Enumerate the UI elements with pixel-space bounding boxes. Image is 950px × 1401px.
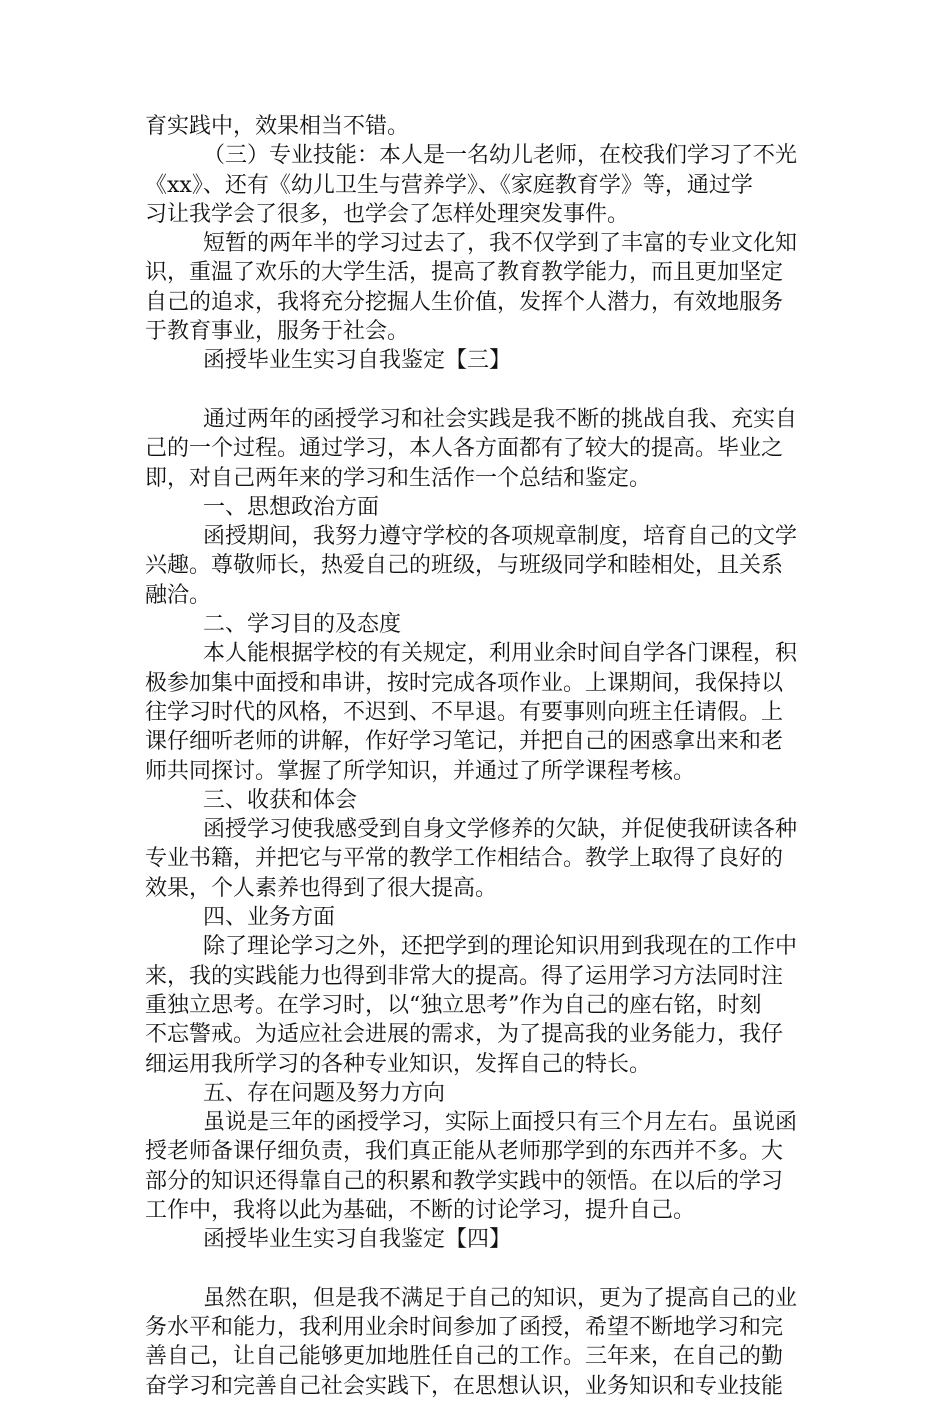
text-line: 部分的知识还得靠自己的积累和教学实践中的领悟。在以后的学习	[145, 1168, 784, 1194]
text-line: 育实践中，效果相当不错。	[145, 114, 410, 139]
text-line: 二、学习目的及态度	[203, 612, 402, 638]
text-line: 师共同探讨。掌握了所学知识，并通过了所学课程考核。	[145, 758, 696, 784]
text-line: 自己的追求，我将充分挖掘人生价值，发挥个人潜力，有效地服务	[145, 289, 784, 315]
text-line: （三）专业技能：本人是一名幼儿老师，在校我们学习了不光	[203, 143, 798, 169]
text-line: 极参加集中面授和串讲，按时完成各项作业。上课期间，我保持以	[145, 670, 784, 696]
text-line: 专业书籍，并把它与平常的教学工作相结合。教学上取得了良好的	[145, 846, 784, 872]
text-line: 三、收获和体会	[203, 787, 358, 813]
text-line: 工作中，我将以此为基础，不断的讨论学习，提升自己。	[145, 1197, 696, 1223]
blank-line	[145, 376, 805, 405]
text-line: 善自己，让自己能够更加地胜任自己的工作。三年来，在自己的勤	[145, 1344, 784, 1370]
text-line: 来，我的实践能力也得到非常大的提高。得了运用学习方法同时注	[145, 963, 784, 989]
text-line: 奋学习和完善自己社会实践下，在思想认识，业务知识和专业技能	[145, 1373, 784, 1399]
text-line: 务水平和能力，我利用业余时间参加了函授，希望不断地学习和完	[145, 1315, 784, 1341]
text-line: 重独立思考。在学习时，以“独立思考”作为自己的座右铭，时刻	[145, 992, 762, 1018]
text-line: 细运用我所学习的各种专业知识，发挥自己的特长。	[145, 1051, 652, 1077]
text-line: 融洽。	[145, 582, 212, 608]
text-line: 不忘警戒。为适应社会进展的需求，为了提高我的业务能力，我仔	[145, 1022, 784, 1048]
text-line: 往学习时代的风格，不迟到、不早退。有要事则向班主任请假。上	[145, 699, 784, 725]
text-line: 一、思想政治方面	[203, 494, 380, 520]
text-line: 《xx》、还有《幼儿卫生与营养学》、《家庭教育学》等，通过学	[145, 172, 753, 198]
text-line: 虽然在职，但是我不满足于自己的知识，更为了提高自己的业	[203, 1285, 798, 1311]
text-line: 识，重温了欢乐的大学生活，提高了教育教学能力，而且更加坚定	[145, 260, 784, 286]
text-line: 函授期间，我努力遵守学校的各项规章制度，培育自己的文学	[203, 524, 798, 550]
text-line: 即，对自己两年来的学习和生活作一个总结和鉴定。	[145, 465, 652, 491]
text-line: 函授学习使我感受到自身文学修养的欠缺，并促使我研读各种	[203, 817, 798, 843]
text-line: 函授毕业生实习自我鉴定【四】	[203, 1227, 512, 1253]
text-line: 授老师备课仔细负责，我们真正能从老师那学到的东西并不多。大	[145, 1139, 784, 1165]
text-line: 兴趣。尊敬师长，热爱自己的班级，与班级同学和睦相处，且关系	[145, 553, 784, 579]
document-body	[145, 112, 805, 1401]
text-line: 课仔细听老师的讲解，作好学习笔记，并把自己的困惑拿出来和老	[145, 729, 784, 755]
text-line: 短暂的两年半的学习过去了，我不仅学到了丰富的专业文化知	[203, 231, 798, 257]
text-line: 函授毕业生实习自我鉴定【三】	[203, 348, 512, 374]
blank-line	[145, 1255, 805, 1284]
text-line: 习让我学会了很多，也学会了怎样处理突发事件。	[145, 201, 630, 227]
text-line: 通过两年的函授学习和社会实践是我不断的挑战自我、充实自	[203, 406, 798, 432]
text-line: 除了理论学习之外，还把学到的理论知识用到我现在的工作中	[203, 934, 798, 960]
text-line: 效果，个人素养也得到了很大提高。	[145, 875, 498, 901]
text-line: 己的一个过程。通过学习，本人各方面都有了较大的提高。毕业之	[145, 436, 784, 462]
text-line: 五、存在问题及努力方向	[203, 1080, 446, 1106]
text-line: 虽说是三年的函授学习，实际上面授只有三个月左右。虽说函	[203, 1110, 798, 1136]
text-line: 于教育事业，服务于社会。	[145, 319, 410, 345]
text-line: 四、业务方面	[203, 905, 336, 931]
text-line: 本人能根据学校的有关规定，利用业余时间自学各门课程，积	[203, 641, 798, 667]
